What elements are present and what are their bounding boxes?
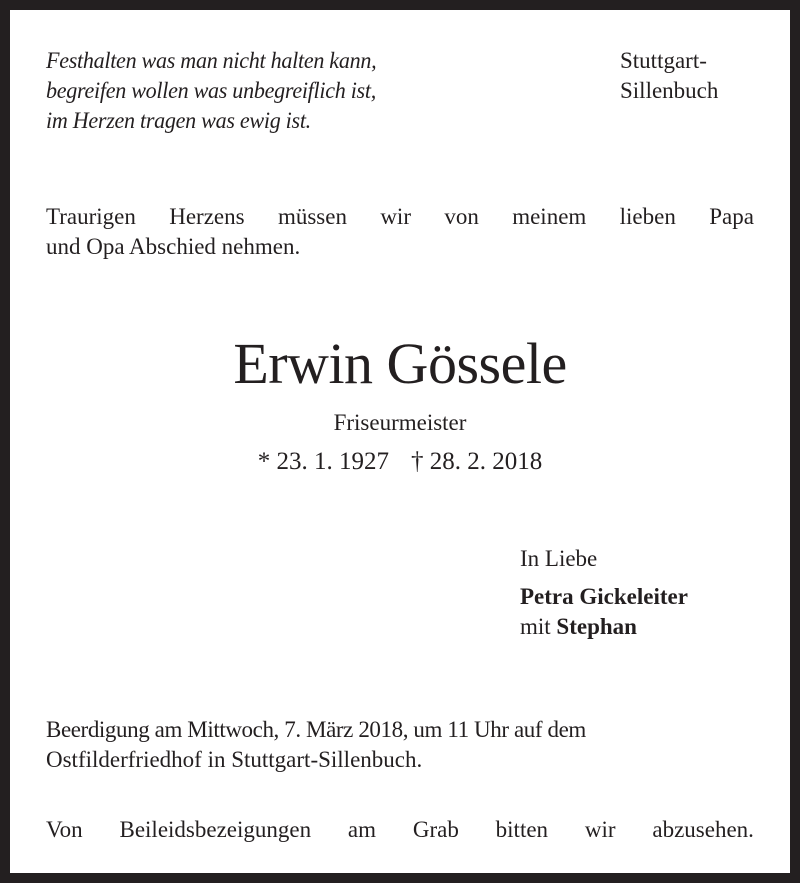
death-date: † 28. 2. 2018: [411, 448, 543, 475]
condolence-note: [46, 815, 754, 845]
word: Beileidsbezeigungen: [119, 817, 312, 842]
mourner-primary: Petra Gickeleiter: [520, 584, 688, 609]
intro-line-2: und Opa Abschied nehmen.: [46, 234, 301, 259]
word: müssen: [277, 204, 347, 229]
word: wir: [584, 817, 616, 842]
word: meinem: [512, 204, 587, 229]
word: wir: [380, 204, 411, 229]
word: von: [444, 204, 479, 229]
motto-verse: [46, 46, 390, 136]
word: Grab: [412, 817, 459, 842]
signoff-connector: mit: [520, 614, 551, 639]
word: Papa: [709, 204, 754, 229]
life-dates: [10, 446, 790, 478]
motto-line: Festhalten was man nicht halten kann,: [46, 48, 377, 73]
word: Traurigen: [46, 204, 136, 229]
motto-line: im Herzen tragen was ewig ist.: [46, 108, 311, 133]
word: abzusehen.: [652, 817, 754, 842]
deceased-name: Erwin Gössele: [233, 331, 567, 396]
word: bitten: [495, 817, 549, 842]
intro-line-1: [46, 202, 754, 232]
word: Von: [46, 817, 83, 842]
location-line: Sillenbuch: [620, 78, 719, 103]
word: lieben: [619, 204, 676, 229]
intro-text: [46, 202, 754, 262]
funeral-info: [46, 715, 754, 775]
signoff-greeting: In Liebe: [520, 546, 598, 571]
funeral-line-2: Ostfilderfriedhof in Stuttgart-Sillenbuch.: [46, 747, 423, 772]
word: Herzens: [169, 204, 245, 229]
word: am: [347, 817, 377, 842]
mourners-signoff: [520, 544, 688, 642]
motto-line: begreifen wollen was unbegreiflich ist,: [46, 78, 376, 103]
location: [620, 46, 718, 106]
location-line: Stuttgart-: [620, 48, 707, 73]
deceased-profession: Friseurmeister: [333, 410, 467, 435]
birth-date: * 23. 1. 1927: [257, 448, 389, 475]
funeral-line-1: Beerdigung am Mittwoch, 7. März 2018, um 11 Uhr auf dem: [46, 717, 586, 742]
mourner-secondary: Stephan: [556, 614, 637, 639]
